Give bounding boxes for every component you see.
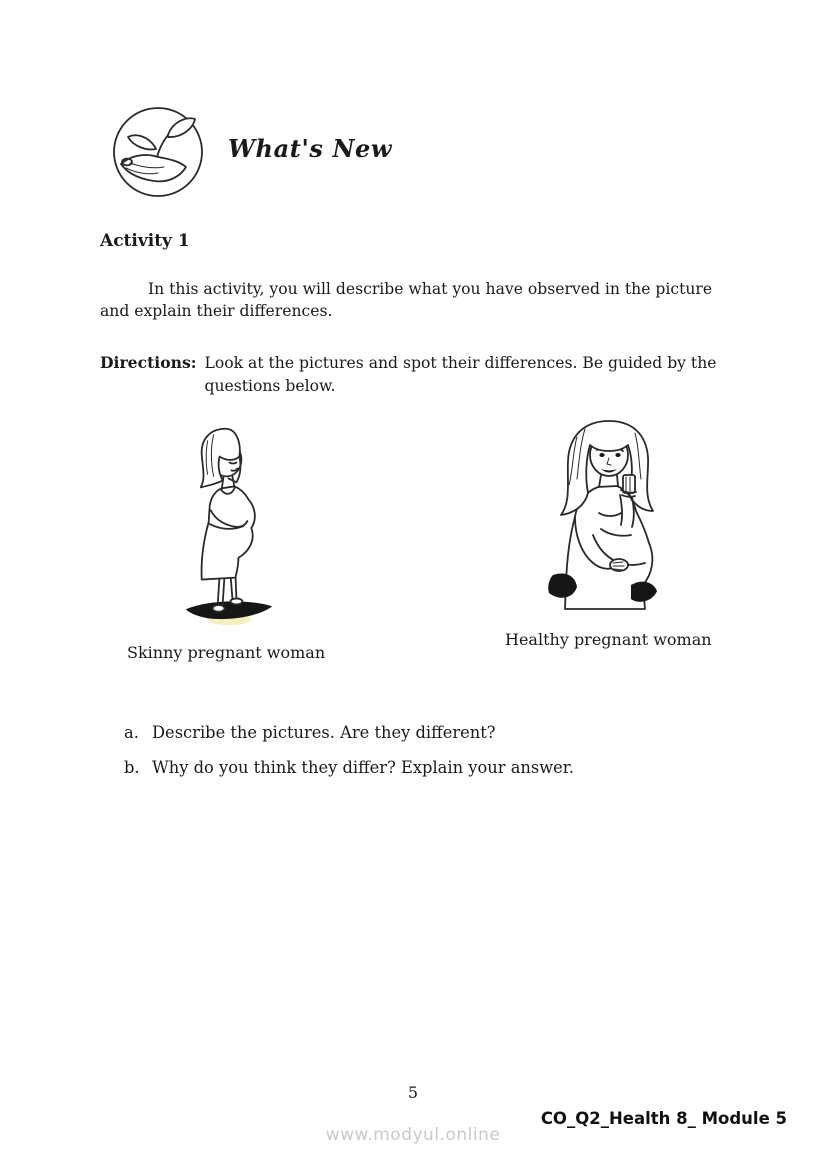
module-code: CO_Q2_Health 8_ Module 5 xyxy=(540,1109,787,1128)
section-title: What's New xyxy=(228,134,393,163)
hand-holding-seedling-icon xyxy=(110,104,206,200)
directions xyxy=(100,352,745,397)
question-list xyxy=(124,723,574,793)
directions-text: Look at the pictures and spot their differences. Be guided by the questions below. xyxy=(204,354,717,395)
question-text: Describe the pictures. Are they different? xyxy=(152,723,496,742)
skinny-pregnant-woman-illustration xyxy=(168,424,292,630)
figure-caption-healthy: Healthy pregnant woman xyxy=(505,630,712,649)
question-text: Why do you think they differ? Explain your answer. xyxy=(152,758,574,777)
activity-intro: In this activity, you will describe what you have observed in the picture and explain their differences. xyxy=(100,279,713,320)
watermark: www.modyul.online xyxy=(325,1125,501,1145)
question-letter: a. xyxy=(124,723,139,742)
directions-label: Directions: xyxy=(100,353,197,372)
question-item-b xyxy=(124,758,574,777)
activity-heading: Activity 1 xyxy=(100,231,190,251)
healthy-pregnant-woman-illustration xyxy=(505,417,710,613)
question-letter: b. xyxy=(124,758,140,777)
page-number: 5 xyxy=(407,1083,419,1102)
question-item-a xyxy=(124,723,574,742)
figure-caption-skinny: Skinny pregnant woman xyxy=(127,643,326,662)
